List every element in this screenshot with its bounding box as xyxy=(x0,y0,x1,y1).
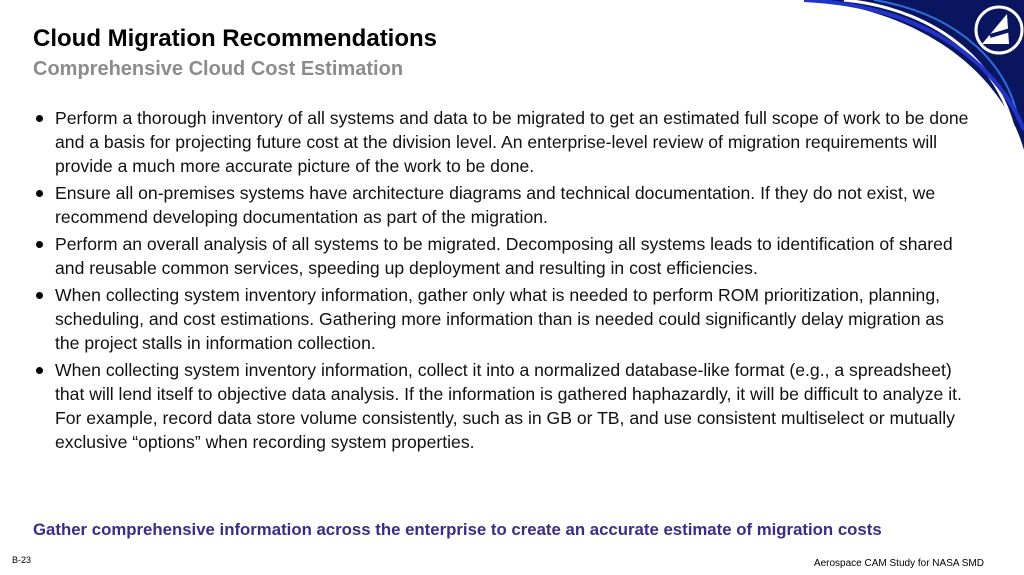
bullet-item xyxy=(33,232,973,280)
bullet-item xyxy=(33,106,973,178)
slide-title: Cloud Migration Recommendations xyxy=(33,25,438,52)
bullet-item xyxy=(33,181,973,229)
bullet-list xyxy=(33,106,973,457)
bullet-text: When collecting system inventory information, collect it into a normalized database-like format (e.g., a spreadsheet) that will lend itself to objective data analysis. If the information is gathered haphazardly, it will be difficult to analyze it. For example, record data store volume consistently, such as in GB or TB, and use consistent multiselect or mutually exclusive “options” when recording system properties. xyxy=(55,360,962,452)
bullet-dot-icon xyxy=(36,190,43,197)
bullet-dot-icon xyxy=(36,292,43,299)
bullet-dot-icon xyxy=(36,367,43,374)
bullet-text: Ensure all on-premises systems have architecture diagrams and technical documentation. If they do not exist, we recommend developing documentation as part of the migration. xyxy=(55,183,936,227)
bullet-dot-icon xyxy=(36,241,43,248)
conclusion-statement: Gather comprehensive information across the enterprise to create an accurate estimate of migration costs xyxy=(33,520,882,539)
bullet-text: Perform a thorough inventory of all systems and data to be migrated to get an estimated full scope of work to be done and a basis for projecting future cost at the division level. An enterprise-level review of migration requirements will provide a much more accurate picture of the work to be done. xyxy=(55,108,969,176)
slide-subtitle: Comprehensive Cloud Cost Estimation xyxy=(33,58,404,80)
footer-text: Aerospace CAM Study for NASA SMD xyxy=(813,558,984,569)
bullet-text: Perform an overall analysis of all systems to be migrated. Decomposing all systems leads to identification of shared and reusable common services, speeding up deployment and resulting in cost efficiencies. xyxy=(55,234,953,278)
page-number: B-23 xyxy=(12,555,32,565)
bullet-item xyxy=(33,283,973,355)
bullet-item xyxy=(33,358,973,454)
bullet-dot-icon xyxy=(36,115,43,122)
bullet-text: When collecting system inventory information, gather only what is needed to perform ROM prioritization, planning, scheduling, and cost estimations. Gathering more information than is needed could significantly delay migration as the project stalls in information collection. xyxy=(55,285,944,353)
